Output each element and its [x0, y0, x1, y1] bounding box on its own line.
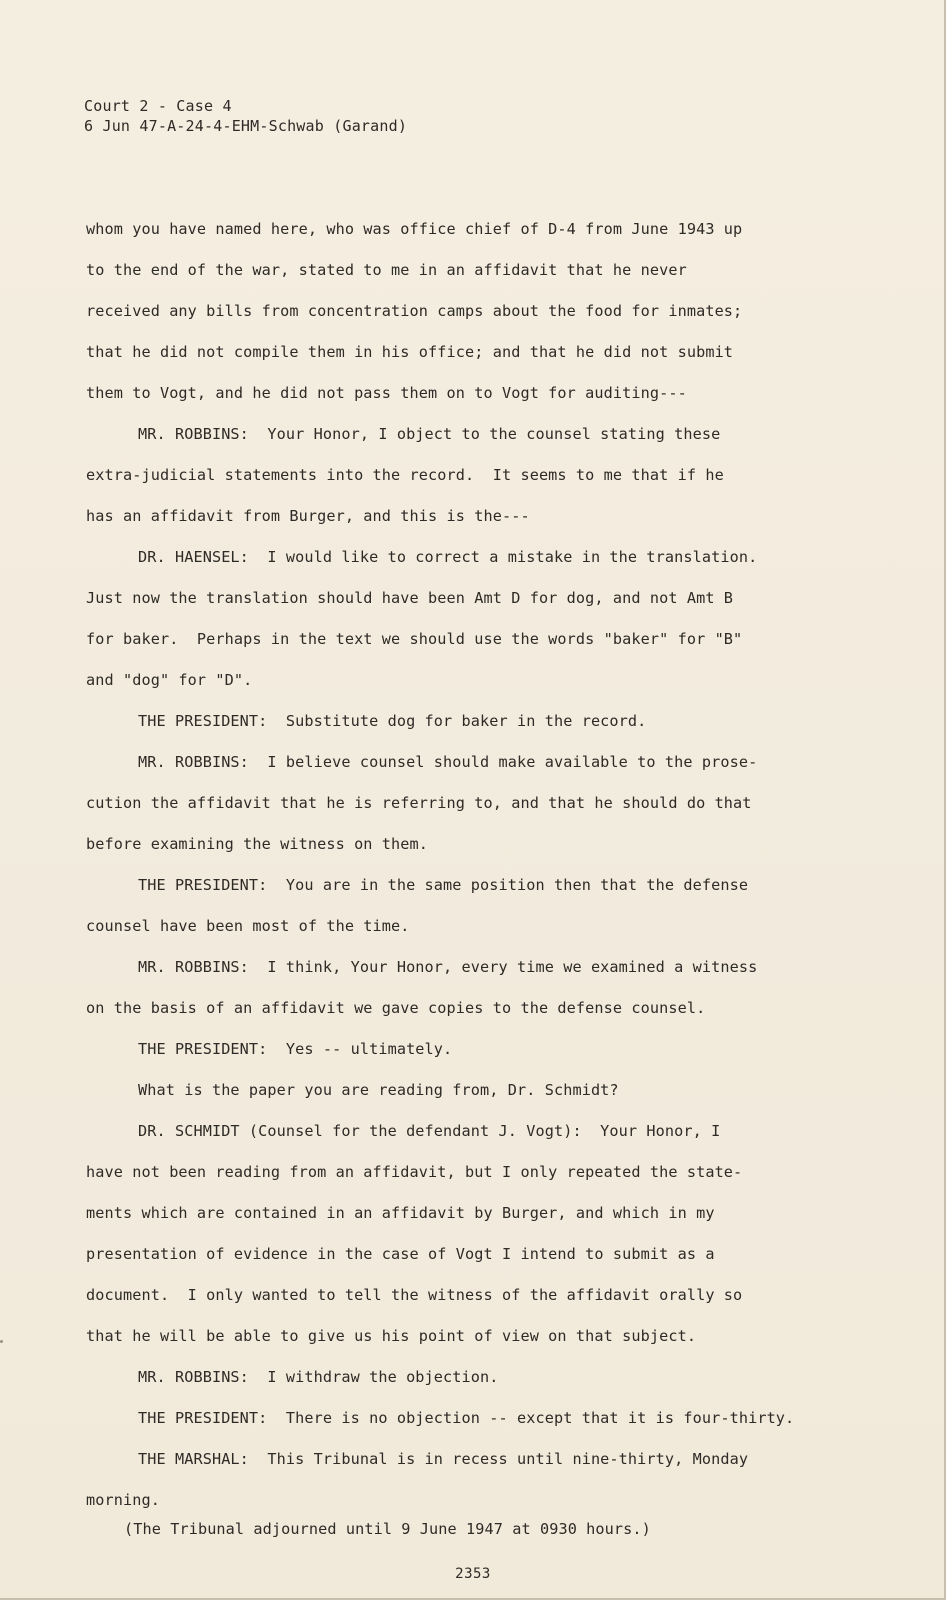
header-session-id: 6 Jun 47-A-24-4-EHM-Schwab (Garand) — [84, 117, 408, 135]
transcript-line: has an affidavit from Burger, and this is the--- — [86, 507, 530, 525]
speaker-line-president: THE PRESIDENT: There is no objection -- except that it is four-thirty. — [138, 1409, 795, 1427]
speaker-line-marshal: THE MARSHAL: This Tribunal is in recess until nine-thirty, Monday — [138, 1450, 749, 1468]
transcript-line: presentation of evidence in the case of Vogt I intend to submit as a — [86, 1245, 715, 1263]
transcript-line: before examining the witness on them. — [86, 835, 429, 853]
header-court-case: Court 2 - Case 4 — [84, 97, 232, 115]
transcript-line: counsel have been most of the time. — [86, 917, 410, 935]
speaker-line-president: THE PRESIDENT: Yes -- ultimately. — [138, 1040, 453, 1058]
transcript-line: morning. — [86, 1491, 160, 1509]
transcript-line: and "dog" for "D". — [86, 671, 253, 689]
transcript-line: have not been reading from an affidavit, but I only repeated the state- — [86, 1163, 743, 1181]
transcript-line: on the basis of an affidavit we gave copies to the defense counsel. — [86, 999, 706, 1017]
transcript-body — [86, 209, 866, 1550]
adjournment-note: (The Tribunal adjourned until 9 June 1947 at 0930 hours.) — [124, 1520, 651, 1538]
transcript-line: for baker. Perhaps in the text we should use the words "baker" for "B" — [86, 630, 743, 648]
transcript-line: ments which are contained in an affidavit by Burger, and which in my — [86, 1204, 715, 1222]
transcript-line: them to Vogt, and he did not pass them on to Vogt for auditing--- — [86, 384, 687, 402]
transcript-line: cution the affidavit that he is referring to, and that he should do that — [86, 794, 752, 812]
transcript-line: Just now the translation should have been Amt D for dog, and not Amt B — [86, 589, 734, 607]
margin-dot — [0, 1340, 3, 1343]
speaker-line-robbins: MR. ROBBINS: I withdraw the objection. — [138, 1368, 499, 1386]
speaker-line-robbins: MR. ROBBINS: I think, Your Honor, every time we examined a witness — [138, 958, 758, 976]
transcript-line: that he will be able to give us his point of view on that subject. — [86, 1327, 697, 1345]
transcript-line: that he did not compile them in his office; and that he did not submit — [86, 343, 734, 361]
speaker-line-haensel: DR. HAENSEL: I would like to correct a mistake in the translation. — [138, 548, 758, 566]
speaker-line-president: THE PRESIDENT: Substitute dog for baker in the record. — [138, 712, 647, 730]
page-number: 2353 — [455, 1566, 491, 1582]
speaker-line-robbins: MR. ROBBINS: Your Honor, I object to the counsel stating these — [138, 425, 721, 443]
transcript-line: whom you have named here, who was office chief of D-4 from June 1943 up — [86, 220, 743, 238]
transcript-line: extra-judicial statements into the record. It seems to me that if he — [86, 466, 724, 484]
transcript-line: document. I only wanted to tell the witness of the affidavit orally so — [86, 1286, 743, 1304]
document-header — [84, 96, 407, 136]
transcript-line: received any bills from concentration camps about the food for inmates; — [86, 302, 743, 320]
transcript-line: to the end of the war, stated to me in an affidavit that he never — [86, 261, 687, 279]
speaker-line-robbins: MR. ROBBINS: I believe counsel should make available to the prose- — [138, 753, 758, 771]
speaker-line-schmidt: DR. SCHMIDT (Counsel for the defendant J. Vogt): Your Honor, I — [138, 1122, 721, 1140]
speaker-line-president: THE PRESIDENT: You are in the same position then that the defense — [138, 876, 749, 894]
transcript-line: What is the paper you are reading from, Dr. Schmidt? — [138, 1081, 619, 1099]
